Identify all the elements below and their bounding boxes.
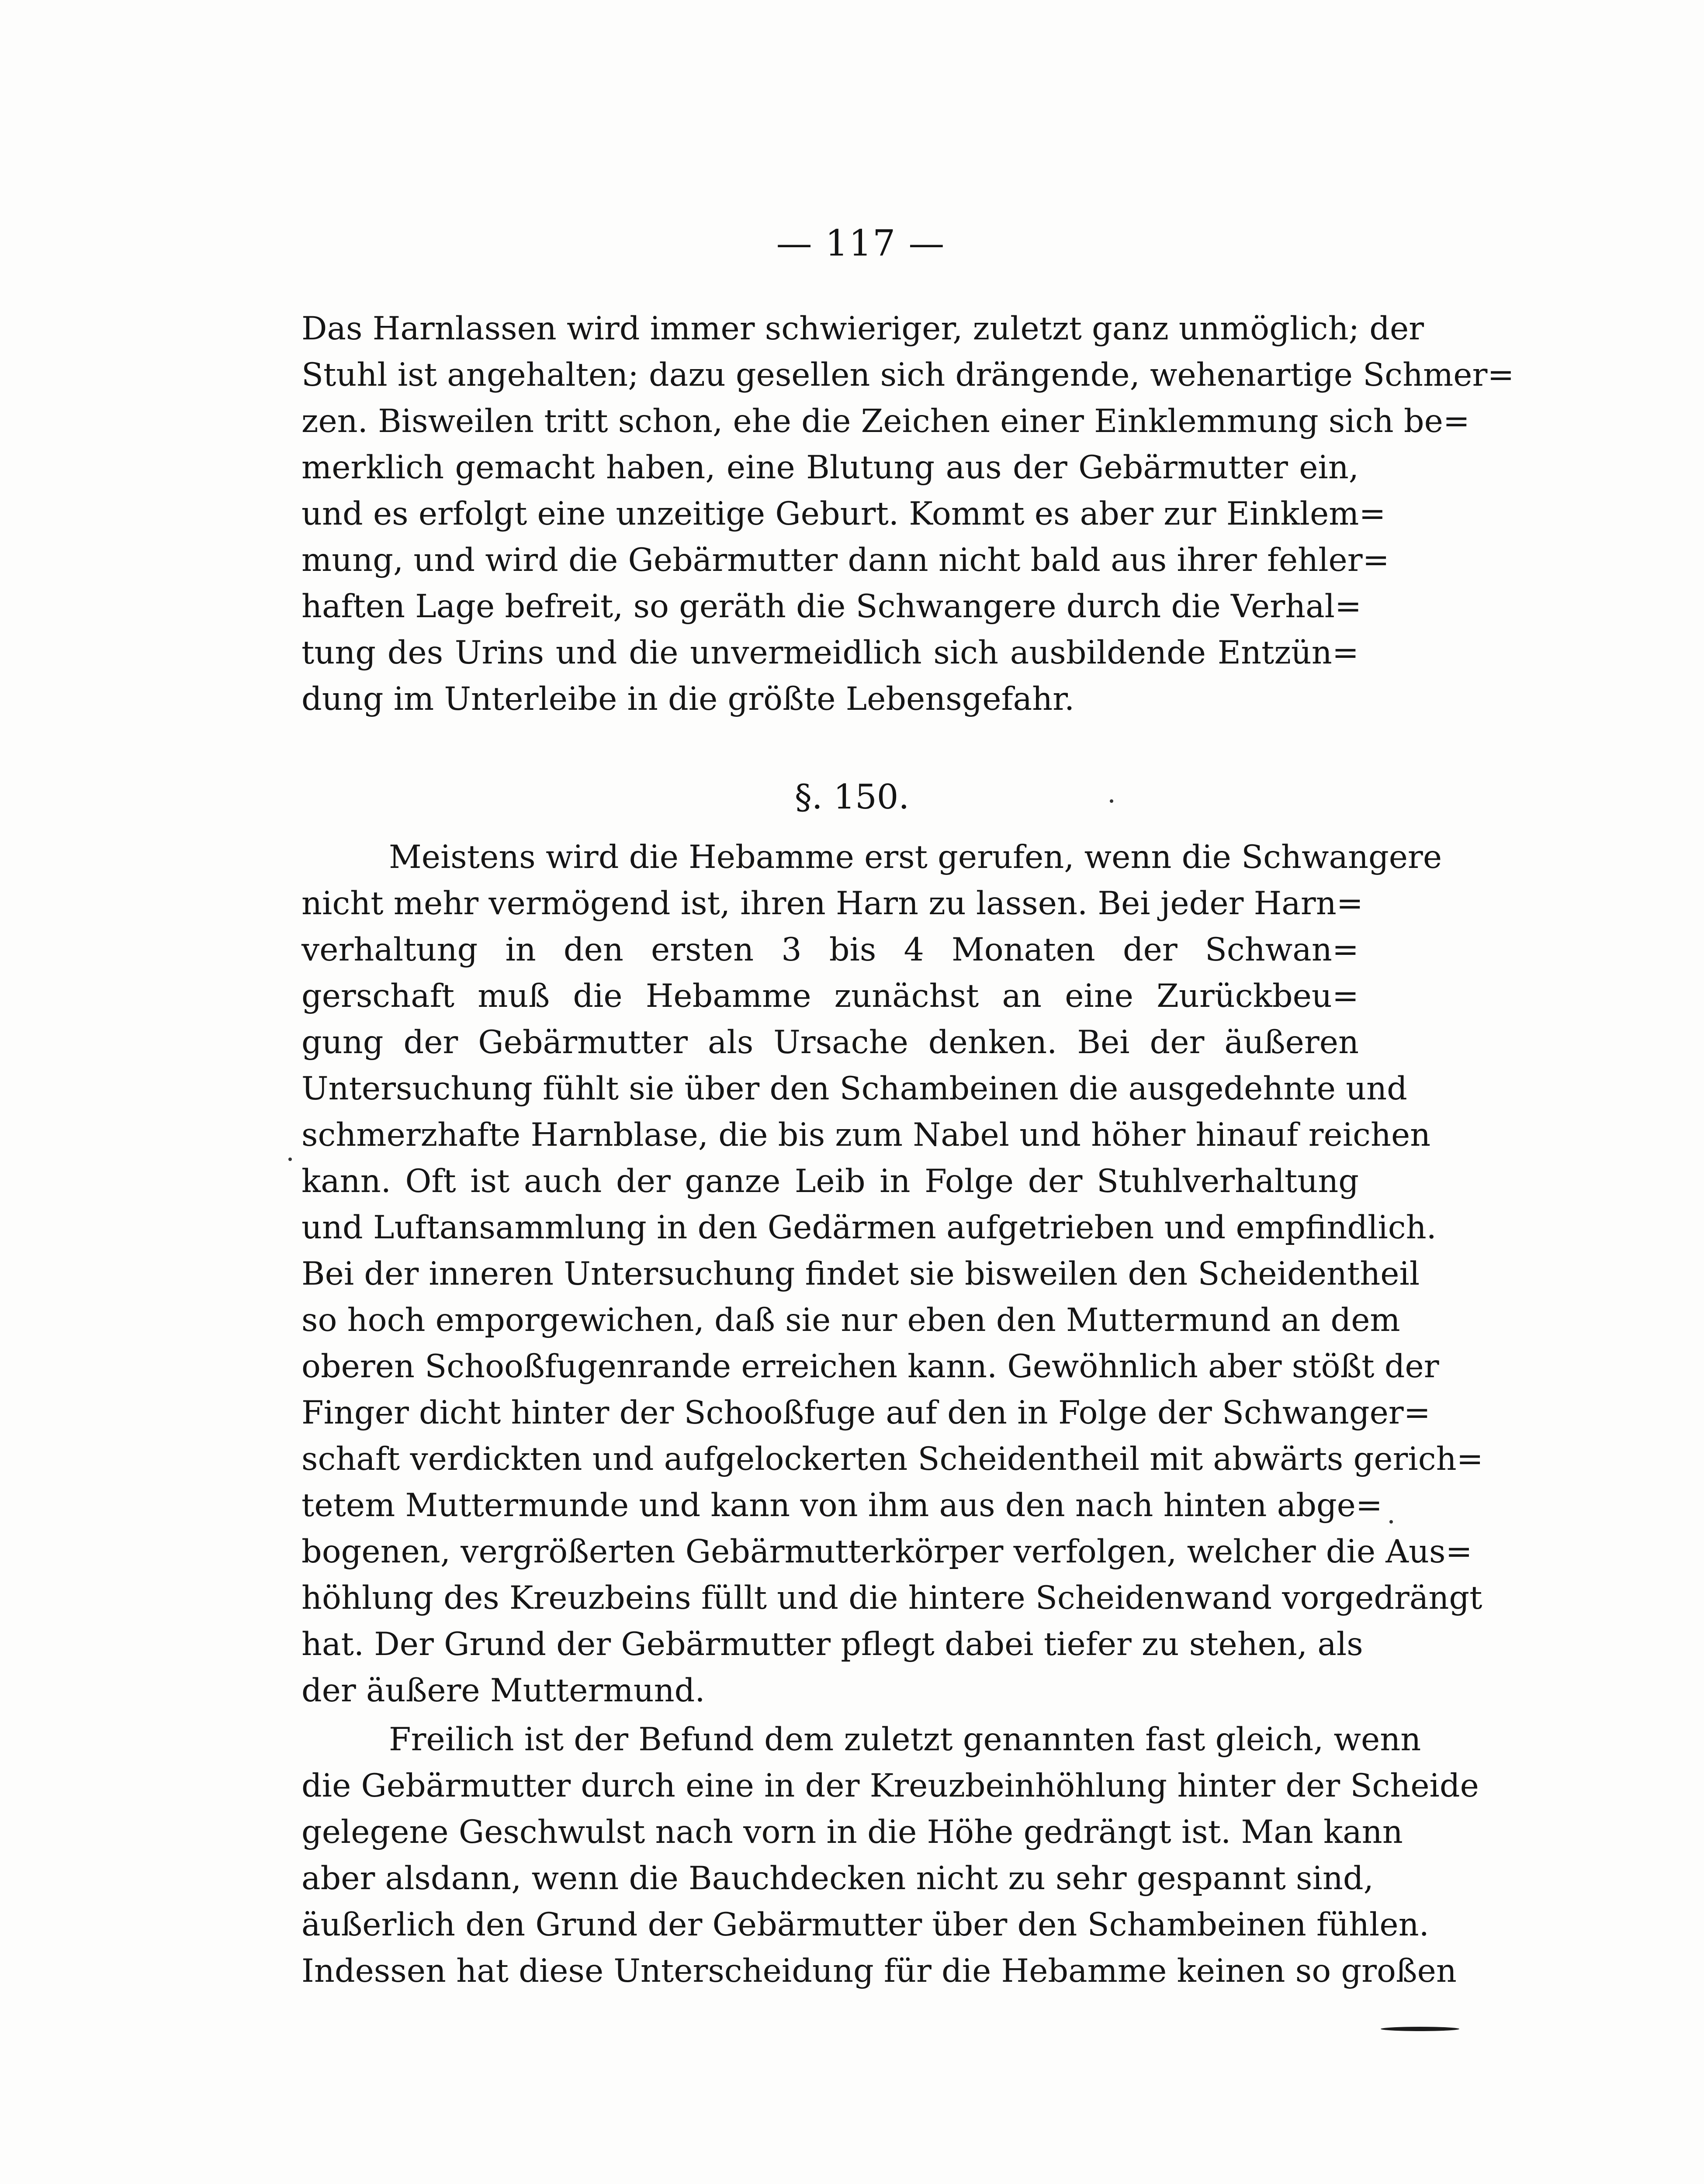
print-speck xyxy=(1389,1520,1393,1524)
text-line: Meistens wird die Hebamme erst gerufen, wenn die Schwangere xyxy=(389,839,1442,876)
text-line: merklich gemacht haben, eine Blutung aus der Gebärmutter ein, xyxy=(301,449,1359,486)
text-line: bogenen, vergrößerten Gebärmutterkörper verfolgen, welcher die Aus= xyxy=(301,1533,1472,1570)
print-speck xyxy=(1110,799,1113,803)
text-line: Stuhl ist angehalten; dazu gesellen sich drängende, wehenartige Schmer= xyxy=(301,356,1514,394)
text-line: nicht mehr vermögend ist, ihren Harn zu lassen. Bei jeder Harn= xyxy=(301,885,1363,922)
text-line: Das Harnlassen wird immer schwieriger, zuletzt ganz unmöglich; der xyxy=(301,310,1424,347)
text-line: gelegene Geschwulst nach vorn in die Höhe gedrängt ist. Man kann xyxy=(301,1814,1403,1851)
text-line: so hoch emporgewichen, daß sie nur eben den Muttermund an dem xyxy=(301,1302,1400,1339)
text-line: schmerzhafte Harnblase, die bis zum Nabel und höher hinauf reichen xyxy=(301,1116,1431,1154)
text-line: und Luftansammlung in den Gedärmen aufgetrieben und empfindlich. xyxy=(301,1209,1437,1246)
text-line: dung im Unterleibe in die größte Lebensgefahr. xyxy=(301,681,1075,718)
text-line: hat. Der Grund der Gebärmutter pflegt dabei tiefer zu stehen, als xyxy=(301,1626,1363,1663)
paragraph-2 xyxy=(301,834,1483,1714)
margin-rule-mark xyxy=(1381,2027,1459,2031)
text-line: Finger dicht hinter der Schooßfuge auf den in Folge der Schwanger= xyxy=(301,1394,1430,1431)
page-number: — 117 — xyxy=(776,223,946,264)
text-line: haften Lage befreit, so geräth die Schwangere durch die Verhal= xyxy=(301,588,1362,625)
text-line: oberen Schooßfugenrande erreichen kann. Gewöhnlich aber stößt der xyxy=(301,1348,1439,1385)
section-heading: §. 150. xyxy=(794,778,910,817)
text-line: gerschaft muß die Hebamme zunächst an eine Zurückbeu= xyxy=(301,978,1359,1015)
text-line: kann. Oft ist auch der ganze Leib in Folge der Stuhlverhaltung xyxy=(301,1163,1359,1200)
paragraph-1 xyxy=(301,306,1514,722)
text-line: Freilich ist der Befund dem zuletzt genannten fast gleich, wenn xyxy=(389,1721,1421,1758)
text-line: verhaltung in den ersten 3 bis 4 Monaten der Schwan= xyxy=(301,931,1359,968)
text-line: aber alsdann, wenn die Bauchdecken nicht zu sehr gespannt sind, xyxy=(301,1860,1374,1897)
text-line: äußerlich den Grund der Gebärmutter über den Schambeinen fühlen. xyxy=(301,1906,1429,1943)
text-line: mung, und wird die Gebärmutter dann nicht bald aus ihrer fehler= xyxy=(301,542,1389,579)
text-line: Bei der inneren Untersuchung findet sie bisweilen den Scheidentheil xyxy=(301,1255,1420,1292)
text-line: tung des Urins und die unvermeidlich sich ausbildende Entzün= xyxy=(301,634,1359,671)
print-speck xyxy=(288,1158,292,1161)
text-line: die Gebärmutter durch eine in der Kreuzbeinhöhlung hinter der Scheide xyxy=(301,1767,1479,1804)
text-line: zen. Bisweilen tritt schon, ehe die Zeichen einer Einklemmung sich be= xyxy=(301,403,1470,440)
text-line: und es erfolgt eine unzeitige Geburt. Kommt es aber zur Einklem= xyxy=(301,495,1386,532)
text-line: höhlung des Kreuzbeins füllt und die hintere Scheidenwand vorgedrängt xyxy=(301,1579,1482,1617)
paragraph-3 xyxy=(301,1717,1479,1994)
text-line: Untersuchung fühlt sie über den Schambeinen die ausgedehnte und xyxy=(301,1070,1407,1107)
text-line: schaft verdickten und aufgelockerten Scheidentheil mit abwärts gerich= xyxy=(301,1441,1483,1478)
text-line: tetem Muttermunde und kann von ihm aus den nach hinten abge= xyxy=(301,1487,1383,1524)
text-line: der äußere Muttermund. xyxy=(301,1672,705,1709)
text-line: gung der Gebärmutter als Ursache denken. Bei der äußeren xyxy=(301,1024,1359,1061)
text-line: Indessen hat diese Unterscheidung für die Hebamme keinen so großen xyxy=(301,1952,1457,1990)
